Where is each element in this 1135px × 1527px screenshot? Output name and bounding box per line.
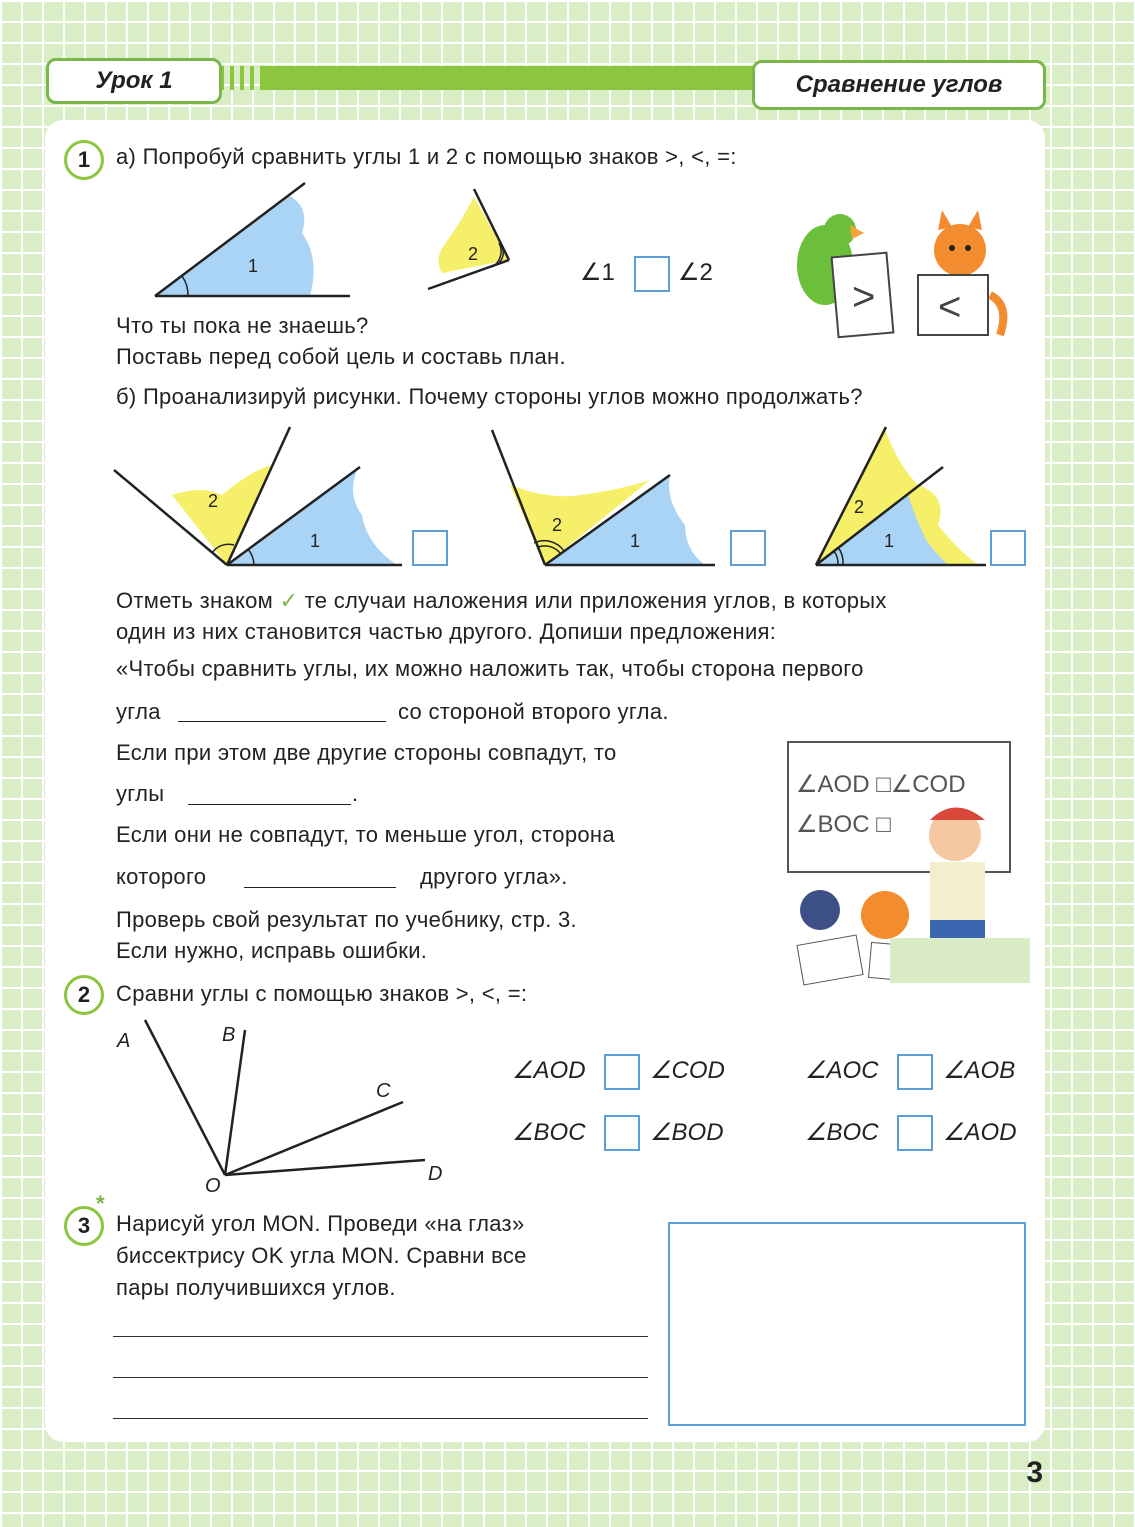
mark-text-1b: те случаи наложения или приложения углов, в которых <box>304 588 887 613</box>
sentence-7: Проверь свой результат по учебнику, стр. 3. <box>116 907 577 932</box>
board-line-1: ∠AOD □∠COD <box>796 771 966 798</box>
pair1-left: ∠AOD <box>512 1057 586 1084</box>
compare-left: ∠1 <box>580 259 615 286</box>
sentence-2b: со стороной второго угла. <box>398 699 669 724</box>
point-a-label: A <box>117 1030 131 1052</box>
pair3-left: ∠BOC <box>512 1119 586 1146</box>
task2-text: Сравни углы с помощью знаков >, <, =: <box>116 981 528 1006</box>
compare-right: ∠2 <box>678 259 713 286</box>
overlap-figure-2 <box>490 425 720 570</box>
pair2-left: ∠AOC <box>805 1057 879 1084</box>
fig2-label-1: 1 <box>630 531 641 551</box>
angle-1-figure <box>150 178 360 303</box>
point-d-label: D <box>428 1163 443 1185</box>
pair4-right: ∠AOD <box>943 1119 1017 1146</box>
check-box-2[interactable] <box>730 530 766 566</box>
sentence-8: Если нужно, исправь ошибки. <box>116 938 428 963</box>
sentence-4b: . <box>352 781 359 806</box>
blank-2[interactable] <box>188 803 351 805</box>
pair4-left: ∠BOC <box>805 1119 879 1146</box>
mark-text-1 <box>116 587 887 615</box>
task3-line-1: Нарисуй угол MON. Проведи «на глаз» <box>116 1211 525 1236</box>
parrot-cat-illustration <box>790 205 1020 345</box>
sentence-6a: которого <box>116 864 207 889</box>
sentence-5: Если они не совпадут, то меньше угол, сторона <box>116 822 615 847</box>
task3-line-3: пары получившихся углов. <box>116 1275 396 1300</box>
pair3-right: ∠BOD <box>650 1119 724 1146</box>
task2-angles-figure <box>110 1015 460 1195</box>
point-b-label: B <box>222 1024 236 1046</box>
teacher-board-illustration <box>780 740 1030 990</box>
fig3-label-1: 1 <box>884 531 895 551</box>
task3-star-icon: * <box>96 1191 105 1216</box>
sign-lt: < <box>938 285 962 329</box>
question-1: Что ты пока не знаешь? <box>116 313 369 338</box>
question-2: Поставь перед собой цель и составь план. <box>116 344 566 369</box>
drawing-area[interactable] <box>668 1222 1026 1426</box>
point-o-label: O <box>205 1175 221 1197</box>
task3-line-2: биссектрису OK угла MON. Сравни все <box>116 1243 527 1268</box>
pair3-box[interactable] <box>604 1115 640 1151</box>
header-decor-bar <box>220 66 760 90</box>
task-number-1: 1 <box>64 140 104 180</box>
pair2-box[interactable] <box>897 1054 933 1090</box>
task1-b-text: б) Проанализируй рисунки. Почему стороны углов можно продолжать? <box>116 384 863 409</box>
task-number-3: 3 <box>64 1206 104 1246</box>
fig2-label-2: 2 <box>552 515 563 535</box>
check-mark-icon: ✓ <box>279 588 299 613</box>
board-line-2: ∠BOC □ <box>796 811 891 838</box>
blank-3[interactable] <box>244 886 396 888</box>
sentence-3: Если при этом две другие стороны совпадут, то <box>116 740 617 765</box>
pair4-box[interactable] <box>897 1115 933 1151</box>
sentence-1: «Чтобы сравнить углы, их можно наложить так, чтобы сторона первого <box>116 656 864 681</box>
sign-gt: > <box>852 275 876 319</box>
topic-title: Сравнение углов <box>752 60 1046 110</box>
fig1-label-1: 1 <box>310 531 321 551</box>
fig1-label-2: 2 <box>208 491 219 511</box>
mark-text-2: один из них становится частью другого. Допиши предложения: <box>116 619 777 644</box>
check-box-1[interactable] <box>412 530 448 566</box>
point-c-label: C <box>376 1080 391 1102</box>
answer-line-3[interactable] <box>113 1418 648 1419</box>
blank-1[interactable] <box>178 720 386 722</box>
answer-line-2[interactable] <box>113 1377 648 1378</box>
angle-1-label: 1 <box>248 256 259 276</box>
pair2-right: ∠AOB <box>943 1057 1016 1084</box>
page-number: 3 <box>1026 1456 1043 1489</box>
answer-line-1[interactable] <box>113 1336 648 1337</box>
pair1-box[interactable] <box>604 1054 640 1090</box>
sentence-6b: другого угла». <box>420 864 568 889</box>
task-number-2: 2 <box>64 975 104 1015</box>
pair1-right: ∠COD <box>650 1057 725 1084</box>
compare-box-1[interactable] <box>634 256 670 292</box>
lesson-tag: Урок 1 <box>46 58 222 104</box>
check-box-3[interactable] <box>990 530 1026 566</box>
task1-a-text: а) Попробуй сравнить углы 1 и 2 с помощью знаков >, <, =: <box>116 144 737 169</box>
overlap-figure-1 <box>112 425 412 570</box>
sentence-4a: углы <box>116 781 165 806</box>
sentence-2a: угла <box>116 699 161 724</box>
fig3-label-2: 2 <box>854 497 865 517</box>
mark-text-1a: Отметь знаком <box>116 588 274 613</box>
angle-2-label: 2 <box>468 244 479 264</box>
overlap-figure-3 <box>808 425 988 570</box>
